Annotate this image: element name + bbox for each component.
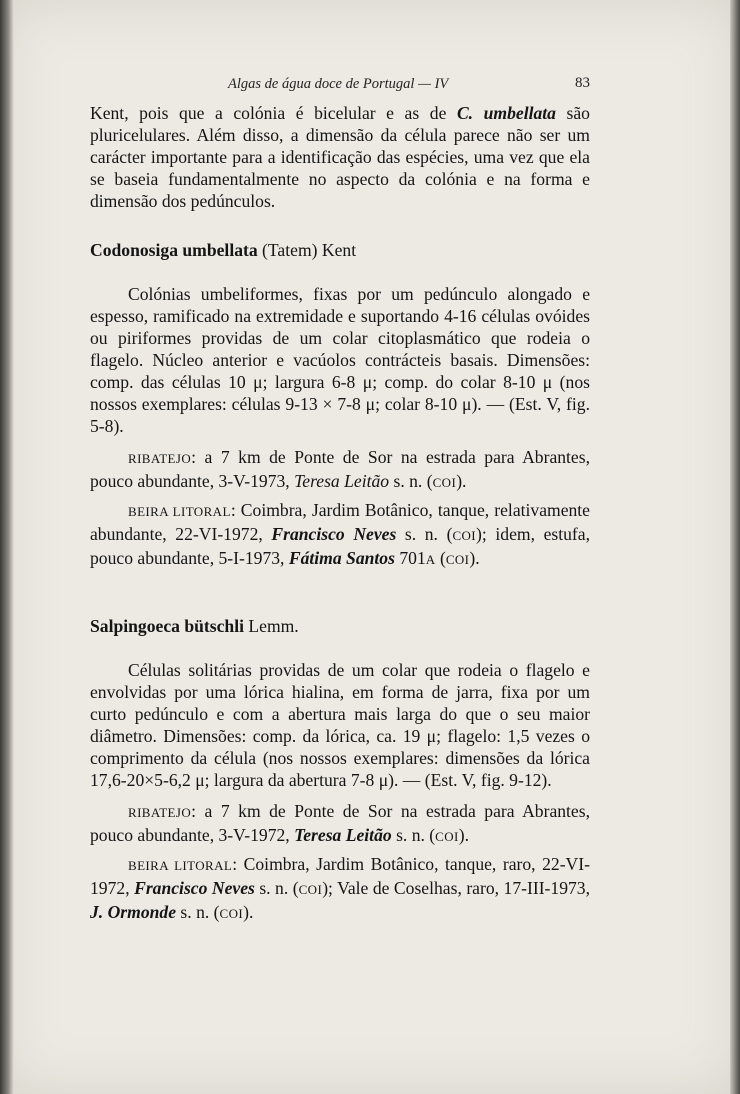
page-left-edge [0,0,14,1094]
collection-record [90,800,590,848]
record-text: ). [243,902,254,922]
region-label: RIBATEJO [128,805,192,820]
record-text: s. n. ( [391,825,436,845]
region-label: BEIRA LITORAL [128,858,233,873]
species-heading-codonosiga [90,239,590,261]
intro-text-continued: são pluricelulares. Além disso, a dimensão da célula parece não ser um carácter importante para a identificação das espécies, uma vez que ela se baseia fundamentalmente no aspecto da colónia e na forma e dimensão dos pedúnculos. [90,103,590,211]
collection-record [90,853,590,925]
collector-name: Francisco Neves [271,524,397,544]
collector-name: Teresa Leitão [294,471,390,491]
collector-name: Teresa Leitão [294,825,392,845]
page-number: 83 [575,75,590,91]
intro-text: Kent, pois que a colónia é bicelular e as de [90,103,457,123]
record-text: s. n. ( [396,524,453,544]
herbarium-code: COI [432,475,457,490]
region-label: RIBATEJO [128,451,192,466]
collector-name: Francisco Neves [134,878,255,898]
species-name: Salpingoeca bütschli [90,616,244,636]
record-text: s. n. ( [176,902,220,922]
record-text: ); Vale de Coselhas, raro, 17-III-1973, [322,878,590,898]
specimen-suffix: A [425,552,436,567]
record-text: : a 7 km de Ponte de Sor na estrada para Abrantes, pouco abundante, 3-V-1973, [90,447,590,491]
page-header [90,76,590,96]
collection-record [90,446,590,494]
species-heading-salpingoeca [90,615,590,637]
collector-name: Fátima Santos [288,548,395,568]
intro-paragraph [90,102,590,212]
record-text: : a 7 km de Ponte de Sor na estrada para Abrantes, pouco abundante, 3-V-1972, [90,801,590,845]
herbarium-code: COI [219,906,244,921]
record-text: ). [458,825,470,845]
record-text: ). [469,548,480,568]
herbarium-code: COI [435,829,459,844]
record-text: s. n. ( [389,471,433,491]
record-text: : Coimbra, Jardim Botânico, tanque, relativamente abundante, 22-VI-1972, [90,500,590,544]
record-text: ). [456,471,467,491]
species-name: Codonosiga umbellata [90,240,258,260]
collector-name: J. Ormonde [90,902,177,922]
record-text: ( [435,548,446,568]
record-text: 701 [394,548,426,568]
herbarium-code: COI [445,552,470,567]
species-description: Células solitárias providas de um colar que rodeia o flagelo e envolvidas por uma lórica hialina, em forma de jarra, fixa por um curto pedúnculo e com a abertura mais larga do que o seu maior diâmetro. Dimensões: comp. da lórica, ca. 19 μ; flagelo: 1,5 vezes o comprimento da célula (nos nossos exemplares: dimensões da lórica 17,6-20×5-6,2 μ; largura da abertura 7-8 μ). — (Est. V, fig. 9-12). [90,660,590,790]
running-title: Algas de água doce de Portugal — IV [228,76,449,92]
collection-record [90,499,590,571]
page-right-edge [730,0,740,1094]
herbarium-code: COI [298,882,323,897]
herbarium-code: COI [452,528,477,543]
record-text: ); idem, estufa, pouco abundante, 5-I-1973, [90,524,590,568]
record-text: s. n. ( [254,878,299,898]
species-authority: (Tatem) Kent [257,240,357,260]
record-text: : Coimbra, Jardim Botânico, tanque, raro, 22-VI-1972, [90,854,590,898]
region-label: BEIRA LITORAL [128,504,231,519]
intro-species-ref: C. umbellata [456,103,556,123]
species-authority: Lemm. [243,616,299,636]
species-description: Colónias umbeliformes, fixas por um pedúnculo alongado e espesso, ramificado na extremidade e suportando 4-16 células ovóides ou piriformes providas de um colar citoplasmático que rodeia o flagelo. Núcleo anterior e vacúolos contrácteis basais. Dimensões: comp. das células 10 μ; largura 6-8 μ; comp. do colar 8-10 μ (nos nossos exemplares: células 9-13 × 7-8 μ; colar 8-10 μ). — (Est. V, fig. 5-8). [90,284,590,436]
page-body [90,102,590,925]
